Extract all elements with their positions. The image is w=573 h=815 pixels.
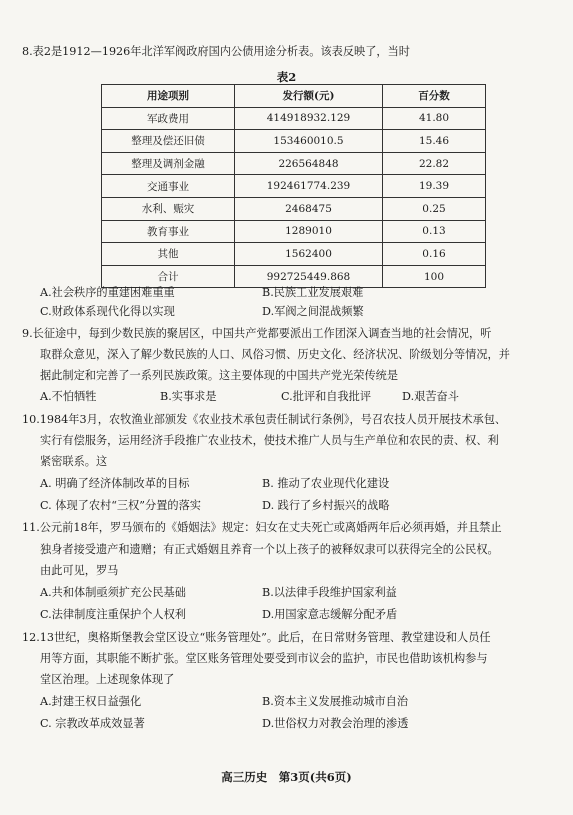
q10-options-row-1 [40,476,560,492]
q11-option-a[interactable]: A.共和体制亟须扩充公民基础 [40,586,186,599]
q8-table-title: 表2 [276,70,297,84]
q12-stem-line: 12.13世纪，奥格斯堡教会堂区设立“账务管理处”。此后，在日常财务管理、教堂建设和人员任 [22,631,491,644]
table-cell: 41.80 [383,107,486,130]
table-cell: 1289010 [235,220,383,243]
q9-option-d[interactable]: D.艰苦奋斗 [402,390,459,403]
table-row [102,243,486,266]
table-row [102,152,486,175]
q12-option-a[interactable]: A.封建王权日益强化 [40,695,142,708]
table-cell: 0.16 [383,243,486,266]
q12-option-b[interactable]: B.资本主义发展推动城市自治 [262,695,409,708]
table-row [102,220,486,243]
q9-option-c[interactable]: C.批评和自我批评 [281,390,372,403]
q11-option-d[interactable]: D.用国家意志缓解分配矛盾 [262,608,398,621]
q8-option-a[interactable]: A.社会秩序的重建困难重重 [40,286,175,299]
q10-stem-line: 10.1984年3月，农牧渔业部颁发《农业技术承包责任制试行条例》，号召农技人员开展技术承包、 [22,413,507,426]
table-cell: 其他 [102,243,235,266]
q12-option-d[interactable]: D.世俗权力对教会治理的渗透 [262,717,409,730]
table-header-cell: 用途项别 [102,85,235,108]
q11-stem-line: 11.公元前18年，罗马颁布的《婚姻法》规定：妇女在丈夫死亡或离婚两年后必须再婚，并且禁止 [22,521,502,534]
table-cell: 192461774.239 [235,175,383,198]
table-header-cell: 百分数 [383,85,486,108]
q10-options-row-2 [40,498,560,514]
q10-stem-line: 实行有偿服务，运用经济手段推广农业技术，使技术推广人员与生产单位和农民的责、权、利 [40,434,499,447]
table-cell: 226564848 [235,152,383,175]
q10-option-d[interactable]: D. 践行了乡村振兴的战略 [262,499,390,512]
q8-option-b[interactable]: B.民族工业发展艰难 [262,286,364,299]
q8-options-row-2 [40,304,560,320]
table-cell: 15.46 [383,130,486,153]
q11-stem-line: 独身者接受遗产和遗赠；有正式婚姻且养育一个以上孩子的被释奴隶可以获得完全的公民权。 [40,543,499,556]
table-cell: 19.39 [383,175,486,198]
q12-stem-line: 堂区治理。上述现象体现了 [40,673,175,686]
table-row [102,175,486,198]
q11-option-c[interactable]: C.法律制度注重保护个人权利 [40,608,186,621]
table-cell: 教育事业 [102,220,235,243]
table-cell: 整理及偿还旧债 [102,130,235,153]
q8-options-row-1 [40,285,560,301]
table-cell: 414918932.129 [235,107,383,130]
q9-option-b[interactable]: B.实事求是 [160,390,217,403]
table-row [102,130,486,153]
q8-data-table [101,84,486,288]
q11-options-row-2 [40,607,560,623]
q9-stem-line: 据此制定和完善了一系列民族政策。这主要体现的中国共产党光荣传统是 [40,369,399,382]
table-cell: 0.25 [383,197,486,220]
q9-stem-line: 取群众意见，深入了解少数民族的人口、风俗习惯、历史文化、经济状况、阶级划分等情况，并 [40,348,510,361]
q10-stem-line: 紧密联系。这 [40,455,108,468]
table-header-cell: 发行额(元) [235,85,383,108]
q8-stem: 8.表2是1912—1926年北洋军阀政府国内公债用途分析表。该表反映了，当时 [22,45,410,58]
q12-stem-line: 用等方面，其职能不断扩张。堂区账务管理处要受到市议会的监护，市民也借助该机构参与 [40,652,488,665]
table-cell: 992725449.868 [235,265,383,288]
q12-options-row-1 [40,694,560,710]
table-row [102,107,486,130]
q8-option-d[interactable]: D.军阀之间混战频繁 [262,305,364,318]
table-cell: 153460010.5 [235,130,383,153]
table-cell: 100 [383,265,486,288]
table-cell: 军政费用 [102,107,235,130]
table-cell: 合计 [102,265,235,288]
table-cell: 1562400 [235,243,383,266]
table-cell: 2468475 [235,197,383,220]
table-row [102,197,486,220]
q8-option-c[interactable]: C.财政体系现代化得以实现 [40,305,175,318]
q10-option-b[interactable]: B. 推动了农业现代化建设 [262,477,390,490]
table-header-row [102,85,486,108]
table-cell: 22.82 [383,152,486,175]
q11-stem-line: 由此可见，罗马 [40,564,119,577]
table-cell: 整理及调剂金融 [102,152,235,175]
table-cell: 0.13 [383,220,486,243]
q9-option-a[interactable]: A.不怕牺牲 [40,390,97,403]
q10-option-a[interactable]: A. 明确了经济体制改革的目标 [40,477,190,490]
q12-option-c[interactable]: C. 宗教改革成效显著 [40,717,145,730]
page-footer: 高三历史 第3页(共6页) [221,770,352,784]
q9-stem-line: 9.长征途中，每到少数民族的聚居区，中国共产党都要派出工作团深入调查当地的社会情况，听 [22,327,492,340]
q11-option-b[interactable]: B.以法律手段维护国家利益 [262,586,397,599]
q10-option-c[interactable]: C. 体现了农村“三权”分置的落实 [40,499,201,512]
table-cell: 水利、赈灾 [102,197,235,220]
q12-options-row-2 [40,716,560,732]
table-cell: 交通事业 [102,175,235,198]
q11-options-row-1 [40,585,560,601]
q9-options-row [40,389,560,405]
